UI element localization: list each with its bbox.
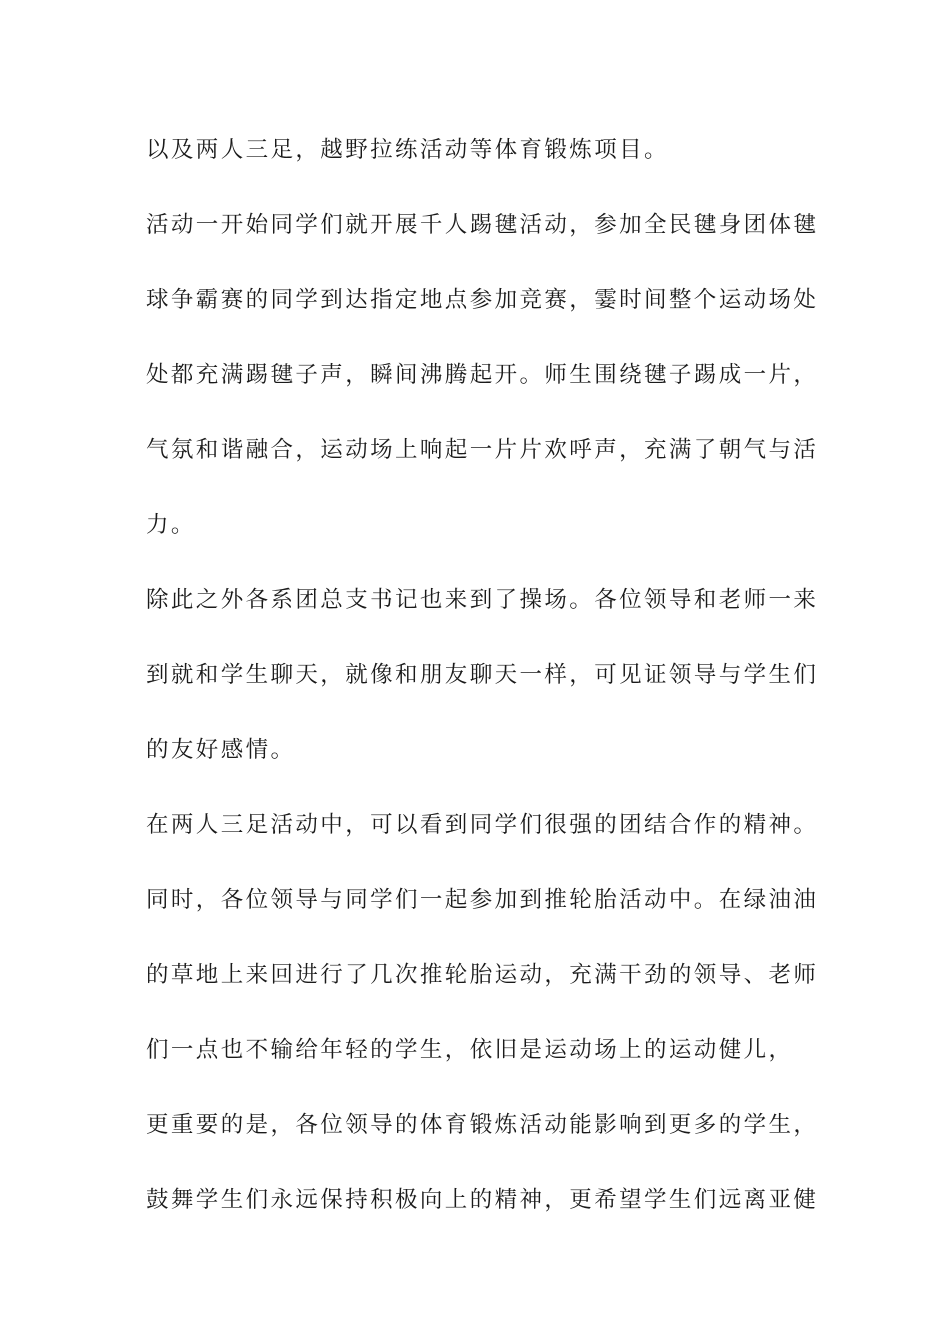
text-line: 同时，各位领导与同学们一起参加到推轮胎活动中。在绿油油 — [146, 887, 819, 913]
text-line: 活动一开始同学们就开展千人踢毽活动，参加全民毽身团体毽 — [146, 212, 819, 238]
text-line: 的草地上来回进行了几次推轮胎运动，充满干劲的领导、老师 — [146, 962, 819, 988]
text-line: 力。 — [146, 512, 196, 538]
text-line: 鼓舞学生们永远保持积极向上的精神，更希望学生们远离亚健 — [146, 1187, 819, 1213]
text-line: 在两人三足活动中，可以看到同学们很强的团结合作的精神。 — [146, 812, 819, 838]
text-line: 以及两人三足，越野拉练活动等体育锻炼项目。 — [146, 137, 669, 163]
text-line: 的友好感情。 — [146, 737, 296, 763]
text-line: 气氛和谐融合，运动场上响起一片片欢呼声，充满了朝气与活 — [146, 437, 819, 463]
text-line: 更重要的是，各位领导的体育锻炼活动能影响到更多的学生， — [146, 1112, 819, 1138]
text-line: 球争霸赛的同学到达指定地点参加竞赛，霎时间整个运动场处 — [146, 287, 819, 313]
text-line: 到就和学生聊天，就像和朋友聊天一样，可见证领导与学生们 — [146, 662, 819, 688]
text-line: 们一点也不输给年轻的学生，依旧是运动场上的运动健儿， — [146, 1037, 794, 1063]
text-line: 处都充满踢毽子声，瞬间沸腾起开。师生围绕毽子踢成一片， — [146, 362, 819, 388]
text-line: 除此之外各系团总支书记也来到了操场。各位领导和老师一来 — [146, 587, 819, 613]
